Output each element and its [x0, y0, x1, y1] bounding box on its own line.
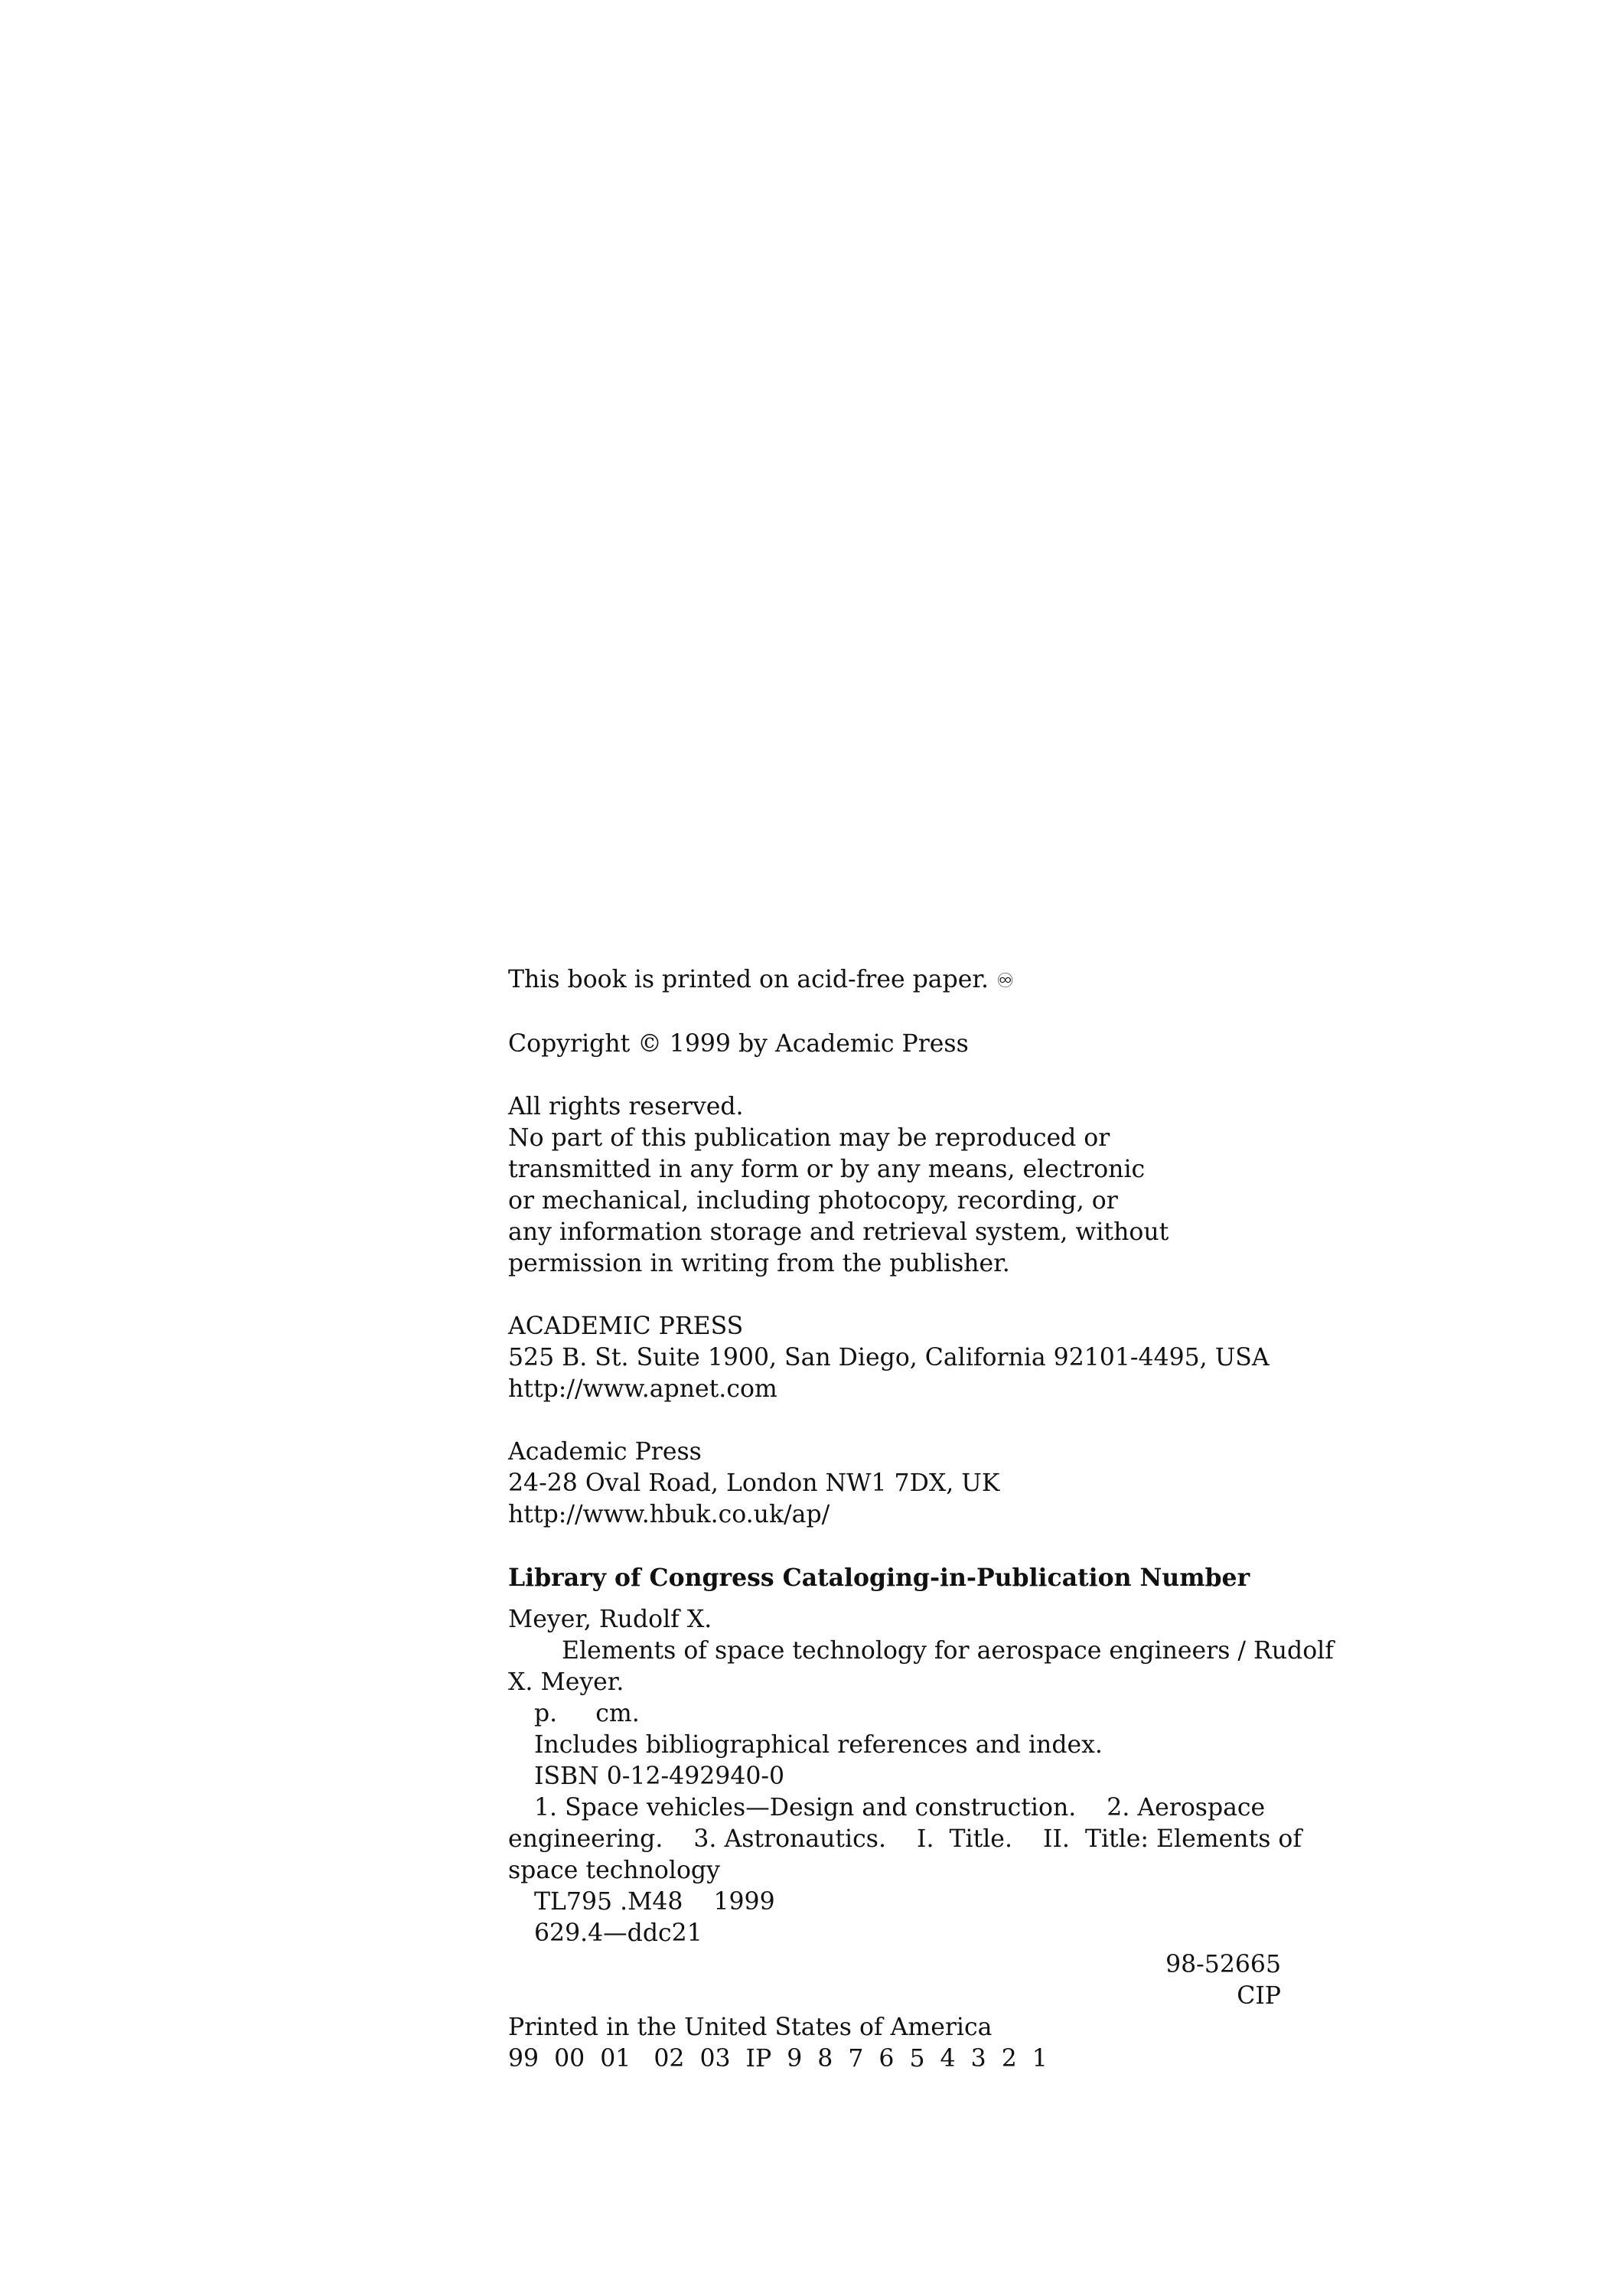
publisher-uk-address: 24-28 Oval Road, London NW1 7DX, UK	[508, 1469, 1000, 1497]
rights-line: or mechanical, including photocopy, recording, or	[508, 1187, 1118, 1215]
rights-line: transmitted in any form or by any means, electronic	[508, 1156, 1146, 1183]
rights-line: permission in writing from the publisher.	[508, 1250, 1010, 1277]
printed-in: Printed in the United States of America	[508, 2014, 993, 2041]
cip-title-line-2: X. Meyer.	[508, 1668, 624, 1696]
cip-author: Meyer, Rudolf X.	[508, 1606, 712, 1633]
cip-isbn: ISBN 0-12-492940-0	[534, 1763, 785, 1790]
acid-free-notice	[508, 964, 1304, 997]
cip-subjects-3: space technology	[508, 1857, 720, 1884]
publisher-uk-name: Academic Press	[508, 1438, 702, 1466]
cip-lccn: 98-52665	[1165, 1951, 1281, 1978]
copyright-line: Copyright © 1999 by Academic Press	[508, 1030, 969, 1058]
infinity-symbol-icon: ♾	[996, 970, 1015, 993]
publisher-us-name: ACADEMIC PRESS	[508, 1313, 744, 1340]
acid-free-text: This book is printed on acid-free paper.	[508, 966, 989, 993]
copyright-page-block	[508, 964, 1334, 2075]
cip-title-line-1: Elements of space technology for aerospace engineers / Rudolf	[562, 1637, 1334, 1665]
rights-line: All rights reserved.	[508, 1093, 744, 1120]
publisher-uk-url: http://www.hbuk.co.uk/ap/	[508, 1501, 830, 1528]
cip-subjects-1: 1. Space vehicles—Design and construction. 2. Aerospace	[534, 1794, 1266, 1821]
cip-dewey: 629.4—ddc21	[534, 1919, 702, 1947]
publisher-us-address: 525 B. St. Suite 1900, San Diego, California 92101-4495, USA	[508, 1344, 1270, 1371]
cip-notes: Includes bibliographical references and index.	[534, 1731, 1103, 1759]
cip-heading: Library of Congress Cataloging-in-Publication Number	[508, 1564, 1250, 1592]
printing-line: 99 00 01 02 03 IP 9 8 7 6 5 4 3 2 1	[508, 2045, 1048, 2073]
publisher-us-url: http://www.apnet.com	[508, 1375, 777, 1403]
cip-pages: p. cm.	[534, 1700, 640, 1727]
rights-line: any information storage and retrieval system, without	[508, 1218, 1169, 1246]
cip-subjects-2: engineering. 3. Astronautics. I. Title. II. Title: Elements of	[508, 1825, 1302, 1853]
cip-label: CIP	[1237, 1982, 1281, 2010]
rights-line: No part of this publication may be reproduced or	[508, 1124, 1110, 1152]
cip-call-number: TL795 .M48 1999	[534, 1888, 775, 1916]
